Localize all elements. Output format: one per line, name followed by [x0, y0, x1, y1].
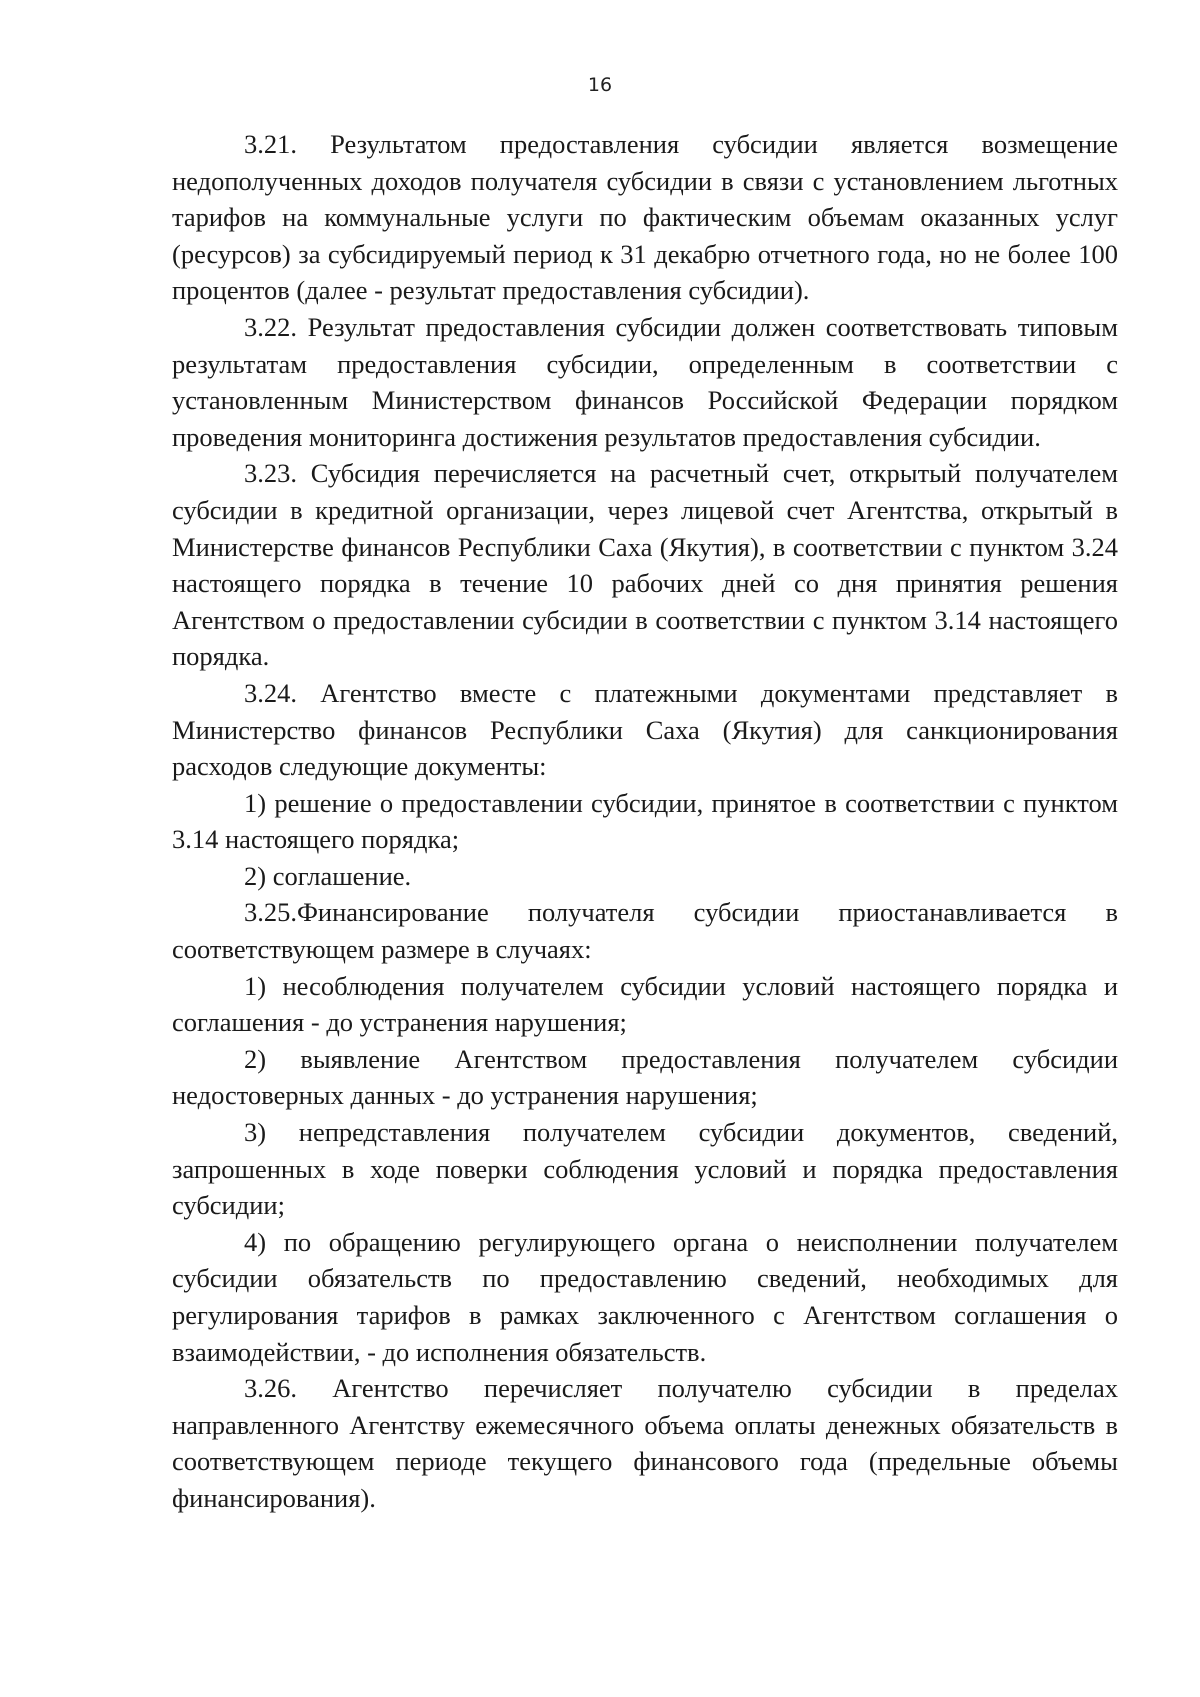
document-body	[172, 126, 1118, 1517]
paragraph-3-23: 3.23. Субсидия перечисляется на расчетный счет, открытый получателем субсидии в кредитной организации, через лицевой счет Агентства, открытый в Министерстве финансов Республики Саха (Якутия), в соответствии с пунктом 3.24 настоящего порядка в течение 10 рабочих дней со дня принятия решения Агентством о предоставлении субсидии в соответствии с пунктом 3.14 настоящего порядка.	[172, 458, 1118, 672]
page-number: 16	[587, 74, 613, 96]
paragraph-3-22: 3.22. Результат предоставления субсидии должен соответствовать типовым результатам предоставления субсидии, определенным в соответствии с установленным Министерством финансов Российской Федерации порядком проведения мониторинга достижения результатов предоставления субсидии.	[172, 311, 1118, 452]
paragraph-3-26: 3.26. Агентство перечисляет получателю субсидии в пределах направленного Агентству ежемесячного объема оплаты денежных обязательств в соответствующем периоде текущего финансового года (предельные объемы финансирования).	[172, 1373, 1118, 1513]
paragraph-3-21: 3.21. Результатом предоставления субсидии является возмещение недополученных доходов получателя субсидии в связи с установлением льготных тарифов на коммунальные услуги по фактическим объемам оказанных услуг (ресурсов) за субсидируемый период к 31 декабрю отчетного года, но не более 100 процентов (далее - результат предоставления субсидии).	[172, 129, 1118, 306]
paragraph-3-24: 3.24. Агентство вместе с платежными документами представляет в Министерство финансов Республики Саха (Якутия) для санкционирования расходов следующие документы:	[172, 677, 1118, 782]
list-item-3-24-1: 1) решение о предоставлении субсидии, принятое в соответствии с пунктом 3.14 настоящего порядка;	[172, 787, 1118, 855]
list-item-3-25-2: 2) выявление Агентством предоставления получателем субсидии недостоверных данных - до устранения нарушения;	[172, 1043, 1118, 1111]
list-item-3-25-3: 3) непредставления получателем субсидии документов, сведений, запрошенных в ходе поверки соблюдения условий и порядка предоставления субсидии;	[172, 1117, 1118, 1221]
list-item-3-25-1: 1) несоблюдения получателем субсидии условий настоящего порядка и соглашения - до устранения нарушения;	[172, 970, 1118, 1038]
list-item-3-25-4: 4) по обращению регулирующего органа о неисполнении получателем субсидии обязательств по предоставлению сведений, необходимых для регулирования тарифов в рамках заключенного с Агентством соглашения о взаимодействии, - до исполнения обязательств.	[172, 1226, 1118, 1367]
paragraph-3-25: 3.25.Финансирование получателя субсидии приостанавливается в соответствующем размере в случаях:	[172, 897, 1118, 965]
list-item-3-24-2: 2) соглашение.	[244, 860, 412, 891]
